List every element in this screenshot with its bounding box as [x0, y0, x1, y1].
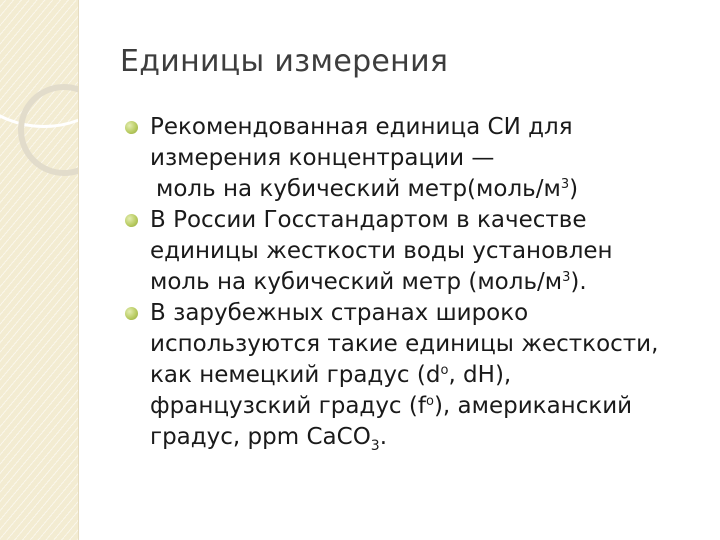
decorative-side-band	[0, 0, 79, 540]
bullet-text-line: французский градус $(f^o)$, американский	[150, 393, 633, 419]
bullet-item-russia-standard	[125, 205, 705, 298]
subscript: 3	[370, 438, 380, 454]
bullet-dot-icon	[125, 307, 138, 320]
superscript: 3	[560, 177, 570, 192]
bullet-text-line: В России Госстандартом в качестве	[150, 207, 587, 233]
slide-title: Единицы измерения	[120, 44, 449, 79]
superscript: o	[425, 394, 434, 409]
superscript: 3	[562, 270, 571, 285]
bullet-text-line: единицы жесткости воды установлен	[150, 238, 613, 264]
bullet-text-line: моль на кубический $метр(моль/м^3)$	[156, 176, 579, 202]
bullet-text-line: измерения концентрации —	[150, 145, 495, 171]
superscript: o	[440, 363, 449, 378]
bullet-item-si-unit	[125, 112, 705, 205]
bullet-text-line: используются такие единицы жесткости,	[150, 331, 659, 357]
bullet-text-line: моль на кубический метр $(моль/м^3)$.	[150, 269, 587, 295]
bullet-text-line: Рекомендованная единица СИ для	[150, 114, 573, 140]
bullet-dot-icon	[125, 214, 138, 227]
bullet-list	[125, 112, 705, 456]
bullet-item-foreign-units	[125, 298, 705, 456]
bullet-text-line: В зарубежных странах широко	[150, 300, 529, 326]
bullet-text-line: градус, ppm CaCO$_3$.	[150, 424, 388, 454]
bullet-text-line: как немецкий градус ($d^o$, dH),	[150, 362, 512, 388]
bullet-dot-icon	[125, 121, 138, 134]
